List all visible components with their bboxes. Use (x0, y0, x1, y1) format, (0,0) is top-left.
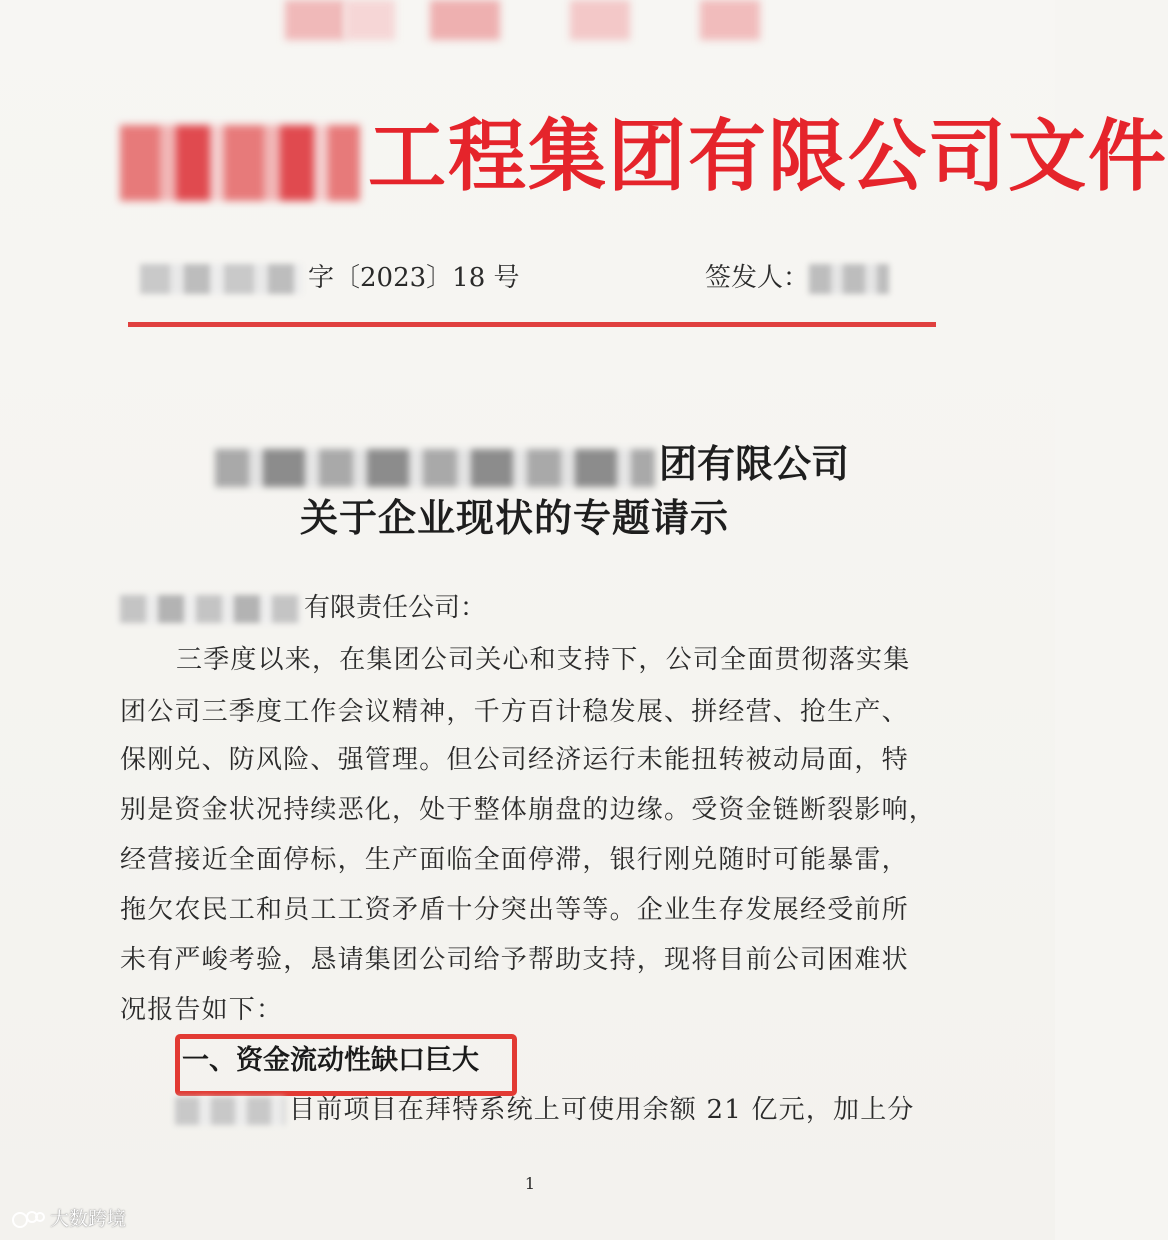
agency-title-text: 工程集团有限公司文件 (368, 111, 1168, 202)
body-paragraph-line: 三季度以来，在集团公司关心和支持下，公司全面贯彻落实集 (176, 645, 911, 675)
signer-label: 签发人： (705, 263, 810, 293)
watermark-logo-icon (12, 1209, 46, 1231)
redacted-project-name (175, 1097, 285, 1125)
last-line-text: 目前项目在拜特系统上可使用余额 21 亿元，加上分 (289, 1095, 915, 1125)
watermark (12, 1204, 152, 1234)
document-title-line2: 关于企业现状的专题请示 (300, 495, 730, 540)
redacted-signer-name (809, 264, 889, 294)
body-paragraph-line: 拖欠农民工和员工工资矛盾十分突出等等。企业生存发展经受前所 (120, 895, 909, 925)
watermark-text: 大数跨境 (50, 1208, 127, 1230)
redacted-doc-prefix (140, 264, 302, 294)
document-title-line1 (215, 440, 850, 488)
document-number (140, 258, 540, 298)
section-heading: 一、资金流动性缺口巨大 (182, 1045, 479, 1076)
document-number-text: 字〔2023〕18 号 (308, 263, 520, 293)
signer (705, 258, 915, 298)
body-paragraph-line: 况报告如下： (120, 995, 284, 1025)
body-paragraph-line: 保刚兑、防风险、强管理。但公司经济运行未能扭转被动局面，特 (120, 745, 909, 775)
body-paragraph-line: 团公司三季度工作会议精神，千方百计稳发展、拼经营、抢生产、 (120, 697, 909, 727)
redacted-addressee-name (120, 595, 300, 623)
addressee (120, 588, 620, 628)
body-paragraph-line: 未有严峻考验，恳请集团公司给予帮助支持，现将目前公司困难状 (120, 945, 909, 975)
redacted-agency-name (120, 125, 360, 201)
page-number: 1 (524, 1174, 536, 1193)
agency-document-title (120, 111, 1168, 202)
title-line1-text: 团有限公司 (659, 441, 850, 486)
body-paragraph-line (175, 1090, 935, 1130)
addressee-text: 有限责任公司： (304, 593, 487, 623)
red-divider-line (128, 322, 936, 327)
body-paragraph-line: 经营接近全面停标，生产面临全面停滞，银行刚兑随时可能暴雷， (120, 845, 909, 875)
body-paragraph-line: 别是资金状况持续恶化，处于整体崩盘的边缘。受资金链断裂影响， (120, 795, 937, 825)
redacted-company-name (215, 449, 655, 487)
